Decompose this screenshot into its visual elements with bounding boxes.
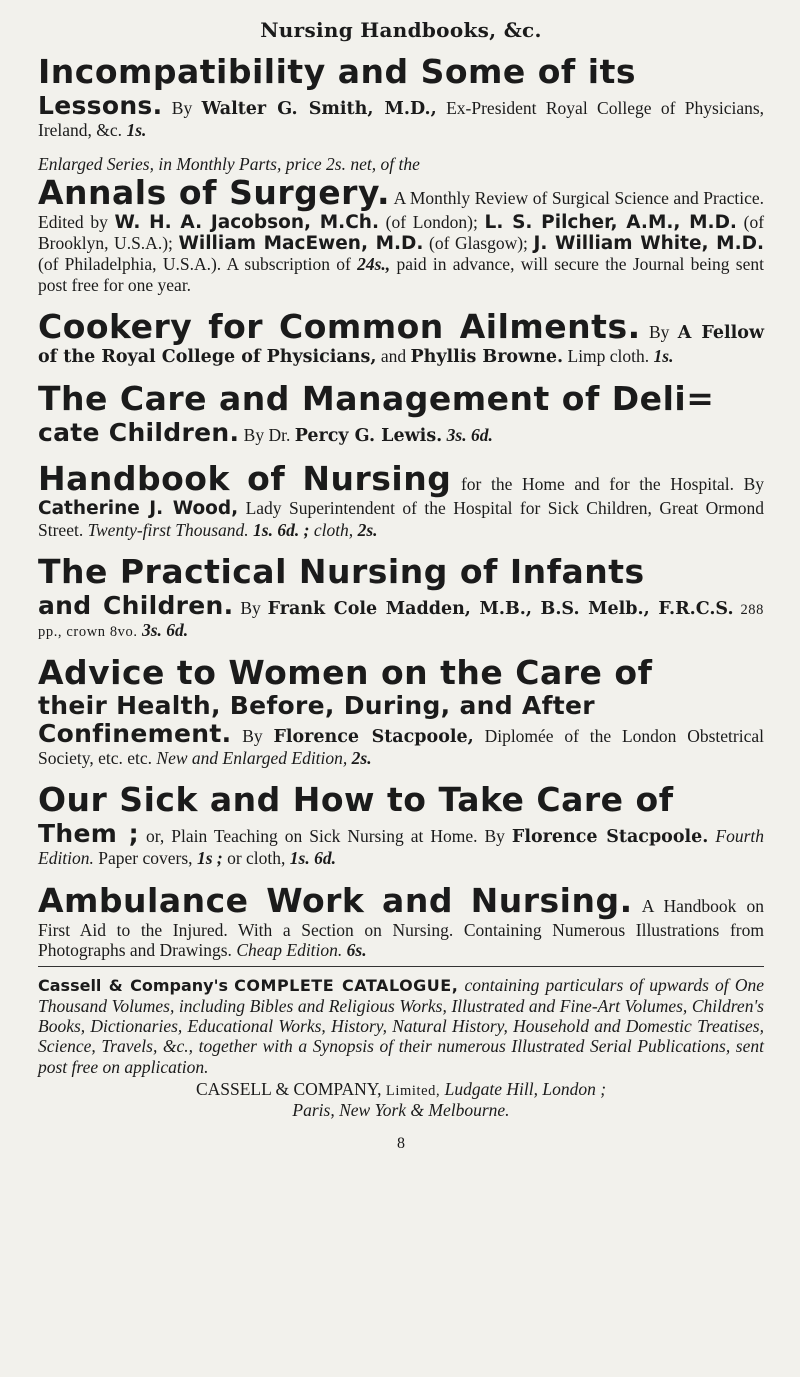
book-desc: Handbook on First Aid to the Injured. With a Section on Nursing. Containing Numerous Illustrations from Photographs and Drawings. <box>38 895 764 960</box>
editor-1-loc: (of London); <box>385 211 478 232</box>
editor-4-loc: (of Philadelphia, U.S.A.). A subscription of <box>38 254 351 275</box>
author: Florence Stacpoole. <box>511 827 709 848</box>
entry-title-cont: their Health, Before, During, and After <box>38 690 595 720</box>
by-label: By <box>171 97 193 118</box>
book-desc: 288 pp., crown 8vo. <box>38 601 764 640</box>
edition: Fourth Edition. <box>38 826 765 869</box>
entry-incompatibility <box>38 54 764 140</box>
price: 2s. <box>351 748 372 769</box>
entry-our-sick <box>38 782 764 868</box>
cloth-label: cloth, <box>313 519 354 540</box>
by-label: By Dr. <box>243 425 291 446</box>
binding: Limp cloth. <box>567 345 650 366</box>
article-a: A <box>641 895 654 916</box>
price: 1s. <box>653 345 674 366</box>
price-cloth: 2s. <box>357 519 378 540</box>
editor-1: W. H. A. Jacobson, M.Ch. <box>114 211 379 233</box>
cloth-label: or cloth, <box>227 848 286 869</box>
entry-subtitle: for the Home and for the Hospital. <box>460 474 734 495</box>
price: 6s. <box>346 939 367 960</box>
by-label: By <box>743 474 765 495</box>
entry-title-cont: and Children. <box>38 590 234 620</box>
entry-title-cont: Lessons. <box>38 90 163 120</box>
subscription-price: 24s., <box>357 254 391 275</box>
entry-title: Annals of Surgery. <box>38 172 390 212</box>
editor-2: L. S. Pilcher, A.M., M.D. <box>484 211 737 233</box>
editor-3: William MacEwen, M.D. <box>178 232 424 254</box>
and-label: and <box>380 345 407 366</box>
entry-delicate-children <box>38 381 764 447</box>
running-head: Nursing Handbooks, &c. <box>260 18 542 42</box>
author-desc: Ex-President Royal College of Physicians, Ireland, &c. <box>38 97 765 140</box>
entry-title-cont: Them ; <box>38 819 139 849</box>
binding: Paper covers, <box>98 848 193 869</box>
editor-4: J. William White, M.D. <box>533 232 765 254</box>
by-label: By <box>242 726 263 747</box>
entry-title-cont-2: Confinement. <box>38 719 232 749</box>
price: 3s. 6d. <box>142 619 189 640</box>
entry-handbook-of-nursing <box>38 461 764 540</box>
author: Frank Cole Madden, M.B., B.S. Melb., F.R.C.S. <box>267 598 734 619</box>
catalogue-publisher: Cassell & Company's <box>38 976 228 996</box>
author: Percy G. Lewis. <box>294 426 443 447</box>
entry-title: Incompatibility and Some of its <box>38 52 637 91</box>
catalogue-title: COMPLETE CATALOGUE, <box>234 976 459 996</box>
edition: New and Enlarged Edition, <box>156 748 348 769</box>
editor-2-loc: (of Brooklyn, U.S.A.); <box>38 211 765 253</box>
entry-title: Cookery for Common Ailments. <box>38 307 641 346</box>
entry-title: Handbook of Nursing <box>38 459 452 499</box>
catalogue-desc: containing particulars of upwards of One Thousand Volumes, including Bibles and Religious Works, Illustrated and Fine-Art Volumes, Children's Books, Dictionaries, Educational Works, History, Natural History, Household and Domestic Treatises, Science, Travels, &c., together with a Synopsis of their numerous Illustrated Serial Publications, sent post free on application. <box>38 975 764 1077</box>
publisher-name: CASSELL & COMPANY, <box>195 1078 382 1099</box>
publisher-loc-1: Ludgate Hill, London ; <box>444 1078 607 1099</box>
entry-tail: paid in advance, will secure the Journal being sent post free for one year. <box>38 254 764 295</box>
author-desc: Diplomée of the London Obstetrical Society, etc. etc. <box>38 726 764 769</box>
author: Catherine J. Wood, <box>38 498 239 520</box>
author-desc: Lady Superintendent of the Hospital for Sick Children, Great Ormond Street. <box>38 498 764 540</box>
entry-title-cont: cate Children. <box>38 418 240 448</box>
author: A Fellow of the Royal College of Physicians, <box>38 323 765 367</box>
price: 1s ; <box>196 848 223 869</box>
edition: Twenty-first Thousand. <box>87 519 249 540</box>
entry-title: Advice to Women on the Care of <box>38 652 653 692</box>
by-label: By <box>240 597 261 618</box>
price: 1s. <box>126 119 147 140</box>
price-cloth: 1s. 6d. <box>289 848 336 869</box>
catalogue-notice <box>38 975 764 1077</box>
edition: Cheap Edition. <box>236 939 343 960</box>
author-2: Phyllis Browne. <box>410 346 564 367</box>
entry-advice-to-women <box>38 652 764 769</box>
price: 1s. 6d. ; <box>253 519 310 540</box>
editor-3-loc: (of Glasgow); <box>429 232 528 253</box>
price: 3s. 6d. <box>446 425 493 446</box>
entry-intro: Enlarged Series, in Monthly Parts, price 2s. net, of the <box>38 154 420 175</box>
by-label: By <box>648 322 670 342</box>
entry-cookery <box>38 309 764 367</box>
publisher-loc-2: Paris, New York & Melbourne. <box>292 1100 510 1121</box>
publisher-limited: Limited, <box>385 1082 441 1099</box>
entry-title: Our Sick and How to Take Care of <box>38 780 674 820</box>
entry-practical-nursing <box>38 551 764 641</box>
entry-annals-of-surgery <box>38 154 764 295</box>
entry-ambulance-work <box>38 880 764 961</box>
entry-subtitle: or, Plain Teaching on Sick Nursing at Home. By <box>145 826 505 847</box>
page-number: 8 <box>397 1134 405 1152</box>
entry-subtitle: A Monthly Review of Surgical Science and Practice. Edited by <box>38 187 764 232</box>
entry-title: The Care and Management of Deli= <box>38 379 715 419</box>
publisher-imprint <box>38 1079 764 1121</box>
author: Florence Stacpoole, <box>273 727 474 748</box>
author: Walter G. Smith, M.D., <box>201 98 437 119</box>
entry-title: The Practical Nursing of Infants <box>38 551 645 591</box>
divider <box>38 966 764 967</box>
entry-title: Ambulance Work and Nursing. <box>38 880 633 920</box>
